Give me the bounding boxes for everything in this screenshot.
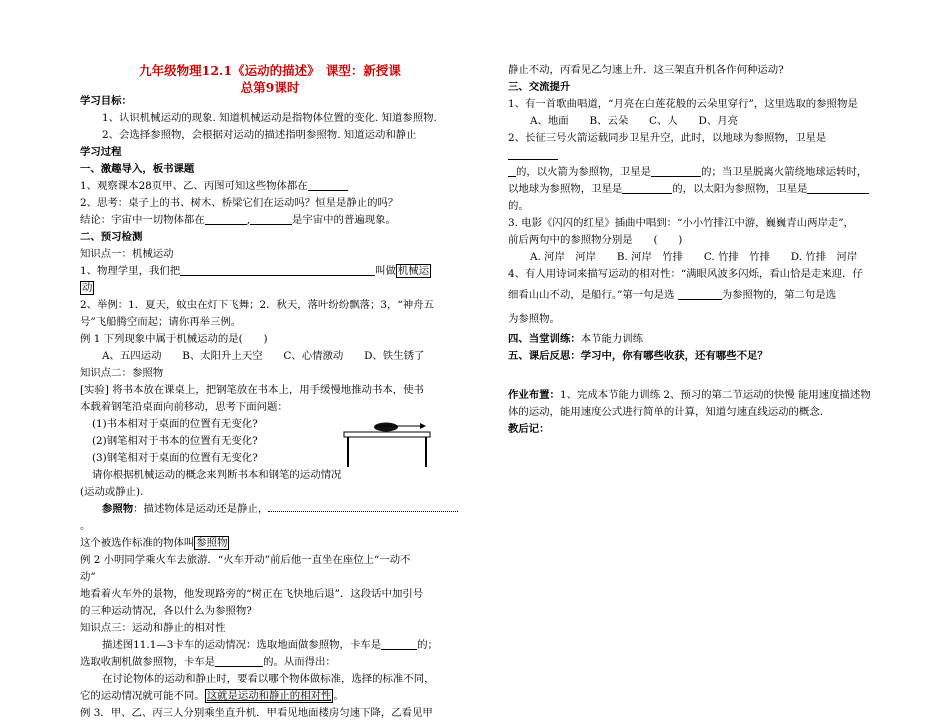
- experiment-judge-2: (运动或静止).: [80, 486, 144, 498]
- section-5-heading: 五、课后反思：学习中，你有哪些收获，还有哪些不足？: [508, 350, 768, 362]
- physics-definition-cont: [80, 280, 460, 297]
- goal-1: 1、认识机械运动的现象. 知道机械运动是指物体位置的变化. 知道参照物.: [102, 112, 437, 124]
- reference-definition: 参照物：描述物体是运动还是静止，。: [80, 501, 460, 535]
- experiment-judge-1: 请你根据机械运动的概念来判断书本和钢笔的运动情况: [92, 469, 342, 481]
- reference-label: 参照物: [102, 503, 134, 515]
- experiment-line-2: 本载着钢笔沿桌面向前移动，思考下面问题：: [80, 401, 288, 413]
- conclusion: 结论：宇宙中一切物体都在 , 是宇宙中的普遍现象。: [80, 214, 396, 226]
- physics-definition-blank: [180, 264, 375, 276]
- examples-line-1: 2、举例：1．夏天，蚊虫在灯下飞舞；2．秋天，落叶纷纷飘落；3，“神舟五: [80, 299, 434, 311]
- goal-2: 2、会选择参照物，会根据对运动的描述指明参照物. 知道运动和静止: [102, 129, 417, 141]
- question-1: [80, 178, 460, 195]
- examples-line-2: 号”飞船腾空而起；请你再举三例。: [80, 316, 242, 328]
- knowledge-point-2: 知识点二：参照物: [80, 367, 164, 379]
- left-column: [80, 62, 460, 722]
- reference-box: 参照物: [196, 537, 228, 549]
- question-1-blank: [308, 179, 348, 191]
- example-3-cont: 静止不动，丙看见乙匀速上升．这三架直升机各作何种运动?: [508, 64, 784, 76]
- right-question-2-b-text: 的，以火箭为参照物，卫星是: [516, 166, 652, 178]
- relativity-2-end: 。: [333, 690, 344, 702]
- description-1-blank: [381, 638, 417, 650]
- description-1-end: 的；: [417, 639, 438, 651]
- experiment-question-1: (1)书本相对于桌面的位置有无变化?: [92, 418, 258, 430]
- right-question-4-b: [508, 283, 876, 307]
- conclusion-text-b: 是宇宙中的普遍现象。: [292, 214, 396, 226]
- right-question-2-blank-3: [622, 182, 672, 194]
- description-1-text: 描述图11.1—3卡车的运动情况：选取地面做参照物，卡车是: [102, 639, 382, 651]
- teaching-notes-heading: 教后记：: [508, 423, 550, 435]
- right-question-2-blank-2: [651, 165, 701, 177]
- right-question-2-d-text: 以地球为参照物，卫星是: [508, 183, 623, 195]
- right-question-4-a: 4、有人用诗词来描写运动的相对性：“满眼风波多闪烁，看山恰是走来迎．仔: [508, 268, 863, 280]
- reference-definition-blank: [268, 511, 458, 512]
- physics-definition-a: 1、物理学里，我们把: [80, 265, 181, 277]
- process-heading: 学习过程: [80, 146, 122, 158]
- relativity-2: [80, 688, 460, 705]
- example-3: 例 3．甲、乙、丙三人分别乘坐直升机．甲看见地面楼房匀速下降，乙看见甲: [80, 707, 433, 719]
- description-1: [80, 637, 460, 654]
- right-question-3-options: A. 河岸 河岸 B. 河岸 竹排 C. 竹排 竹排 D. 竹排 河岸: [530, 251, 858, 263]
- section-1-heading: 一、激趣导入，板书课题: [80, 163, 195, 175]
- goals-heading: 学习目标：: [80, 95, 132, 107]
- right-question-2-d: [508, 181, 876, 198]
- example-2-c: 地看着火车外的景物，他发现路旁的“树正在飞快地后退”．这段话中加引号: [80, 588, 424, 600]
- homework: [508, 387, 876, 421]
- homework-heading: 作业布置：: [508, 389, 560, 401]
- conclusion-text-a: 结论：宇宙中一切物体都在: [80, 214, 205, 226]
- relativity-2-text: 它的运动情况就可能不同。: [80, 690, 205, 702]
- section-2-heading: 二、预习检测: [80, 231, 143, 243]
- section-3-heading: 三、交流提升: [508, 81, 571, 93]
- description-2-end: 的。从而得出：: [263, 656, 336, 668]
- right-question-4-b-text: 细看山山不动，是船行。”第一句是选: [508, 289, 675, 301]
- right-question-1: 1、有一首歌曲唱道，“月亮在白莲花般的云朵里穿行”，这里选取的参照物是: [508, 98, 858, 110]
- section-4-heading: 四、当堂训练：: [508, 333, 581, 345]
- knowledge-point-1: 知识点一：机械运动: [80, 248, 174, 260]
- right-question-2-blank-1b: [508, 165, 516, 177]
- title-line1: 九年级物理12.1《运动的描述》 课型：新授课: [139, 63, 401, 78]
- experiment-question-2: (2)钢笔相对于书本的位置有无变化?: [92, 435, 258, 447]
- title-line2: 总第9课时: [240, 80, 300, 95]
- right-question-4-d: 为参照物。: [508, 313, 560, 325]
- section-4-text: 本节能力训练: [580, 333, 644, 345]
- right-question-2-c-text: 的；当卫星脱离火箭绕地球运转时，: [701, 166, 868, 178]
- right-question-1-options: A、地面 B、云朵 C、人 D、月亮: [530, 115, 739, 127]
- right-question-4-blank-1: [678, 288, 722, 300]
- right-question-2-blank-1: [508, 148, 558, 160]
- relativity-box: 这就是运动和静止的相对性: [206, 690, 332, 702]
- conclusion-blank-2: [250, 213, 292, 225]
- example-1: 例 1 下列现象中属于机械运动的是( ): [80, 333, 268, 345]
- right-question-2-f: 的。: [508, 200, 529, 212]
- reference-definition-2: [80, 535, 460, 552]
- experiment-question-3: (3)钢笔相对于桌面的位置有无变化?: [92, 452, 258, 464]
- knowledge-point-3: 知识点三：运动和静止的相对性: [80, 622, 226, 634]
- right-column: [508, 62, 876, 438]
- right-question-2-a-text: 2、长征三号火箭运载同步卫星升空，此时，以地球为参照物，卫星是: [508, 132, 827, 144]
- right-question-3-b: 前后两句中的参照物分别是 ( ): [508, 234, 683, 246]
- right-question-2-blank-4: [807, 182, 869, 194]
- example-1-options: A、五四运动 B、太阳升上天空 C、心情激动 D、铁生锈了: [102, 350, 425, 362]
- reference-definition-text: ：描述物体是运动还是静止，: [133, 503, 269, 515]
- homework-text: 1、完成本节能力训练 2、预习的第二节运动的快慢 能用速度描述物体的运动，能用速度公式进行简单的计算，知道匀速直线运动的概念．: [508, 389, 871, 418]
- example-2-a: 例 2 小明同学乘火车去旅游．“火车开动”前后他一直坐在座位上“一动不: [80, 554, 411, 566]
- experiment-line-1: [实验] 将书本放在课桌上，把钢笔放在书本上，用手缓慢地推动书本，使书: [80, 384, 424, 396]
- example-2-d: 的三种运动情况，各以什么为参照物?: [80, 605, 252, 617]
- right-question-2-b: [508, 164, 876, 181]
- description-2-text: 选取收割机做参照物，卡车是: [80, 656, 216, 668]
- mechanical-motion-box: 机械运: [397, 265, 430, 277]
- physics-definition-b: 叫做: [375, 265, 396, 277]
- example-2-b: 动”: [80, 571, 96, 583]
- right-question-2-a: [508, 130, 876, 164]
- right-question-4-c-text: 为参照物的，第二句是选: [721, 289, 836, 301]
- relativity-1: 在讨论物体的运动和静止时，要看以哪个物体做标准，选择的标准不同，: [102, 673, 435, 685]
- description-2: [80, 654, 460, 671]
- reference-definition-2-text: 这个被选作标准的物体叫: [80, 537, 195, 549]
- section-4: [508, 331, 876, 348]
- description-2-blank: [215, 655, 263, 667]
- right-question-3-a: 3. 电影《闪闪的红星》插曲中唱到：“小小竹排江中游，巍巍青山两岸走”，: [508, 217, 854, 229]
- mechanical-motion-box-2: 动: [82, 282, 93, 294]
- table-book-pen-illustration: [340, 412, 436, 468]
- question-2: 2、思考：桌子上的书、树木、桥梁它们在运动吗？恒星是静止的吗？: [80, 197, 399, 209]
- conclusion-blank-1: [205, 213, 247, 225]
- question-1-text: 1、观察课本28页甲、乙、丙图可知这些物体都在: [80, 180, 308, 192]
- physics-definition: [80, 263, 460, 280]
- right-question-2-e-text: 的，以太阳为参照物，卫星是: [672, 183, 808, 195]
